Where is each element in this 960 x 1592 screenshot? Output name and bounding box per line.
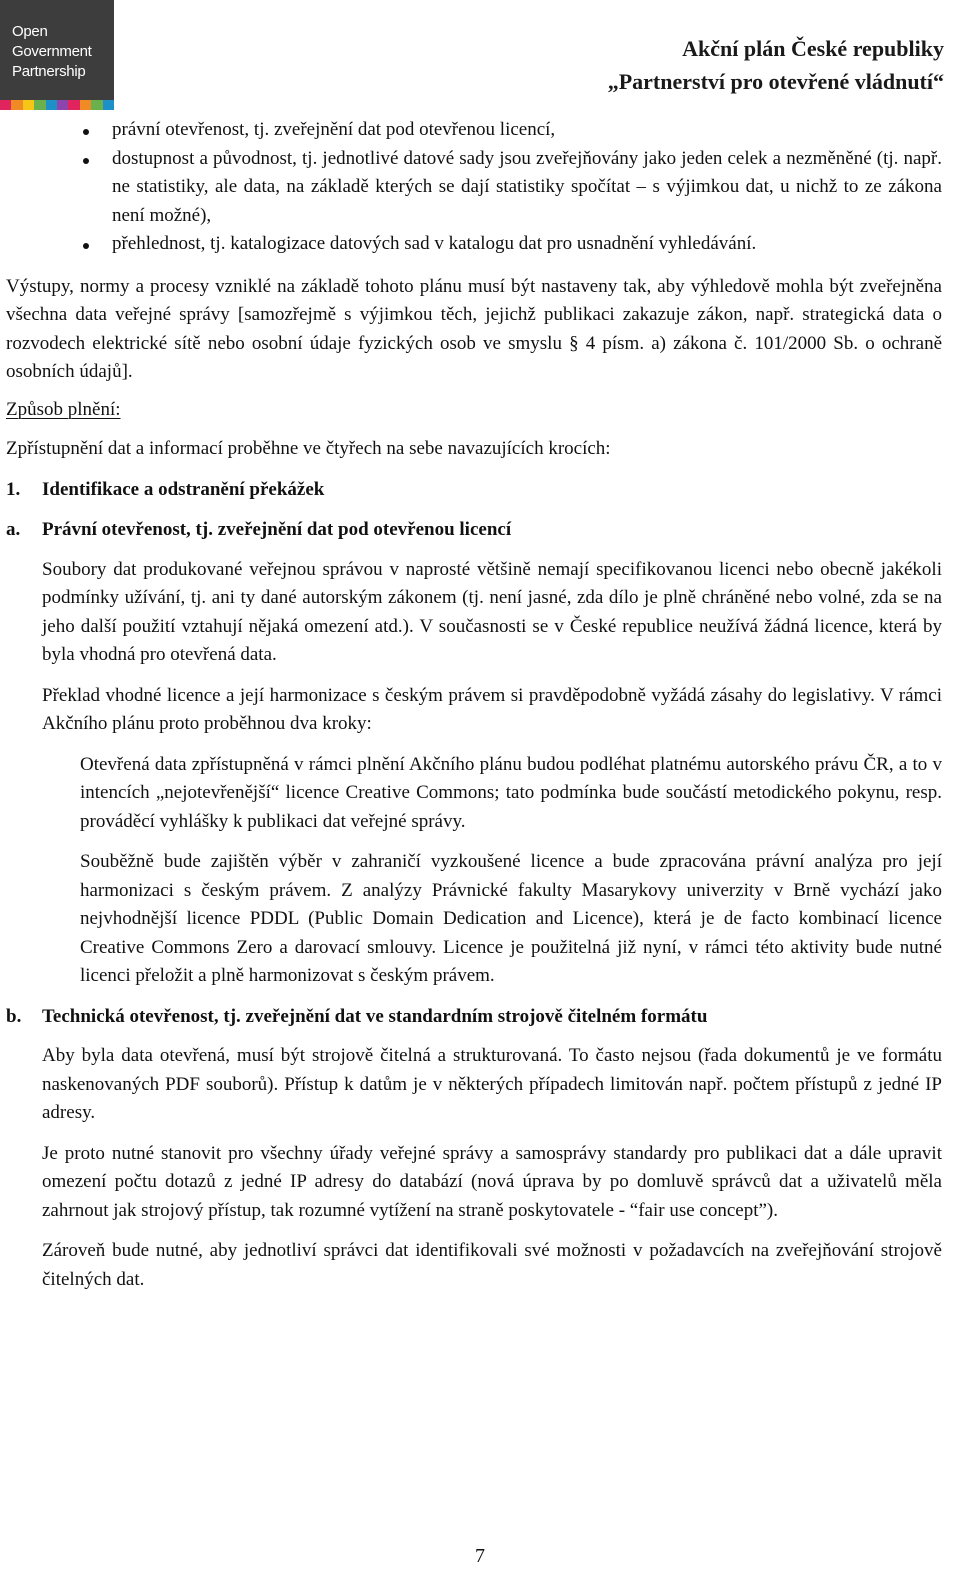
logo-line: Government [12,43,92,60]
logo-stripe [34,100,45,110]
logo-stripe [103,100,114,110]
logo-line: Open [12,23,48,40]
step-label: Právní otevřenost, tj. zveřejnění dat pod otevřenou licencí [42,519,512,540]
ogp-logo [0,0,114,110]
logo-stripe [57,100,68,110]
header-title-line1: Akční plán České republiky [682,36,944,61]
logo-stripe [80,100,91,110]
logo-text [12,22,92,82]
step-letter: b. [6,1005,22,1027]
logo-line: Partnership [12,63,86,80]
step-b-heading [6,1003,942,1032]
sub-paragraph: Souběžně bude zajištěn výběr v zahraničí vyzkoušené licence a bude zpracována právní analýza pro její harmonizaci s českým právem. Z analýzy Právnické fakulty Masarykovy univerzity v Brně vychází jako nejvhodnější licence PDDL (Public Domain Dedication and Licence), která je de facto kombinací licence Creative Commons Zero a darovací smlouvy. Licence je použitelná již nyní, v rámci této aktivity bude nutné licenci přeložit a plně harmonizovat s českým právem. [80,851,942,986]
paragraph: Překlad vhodné licence a její harmonizace s českým právem si pravděpodobně vyžádá zásahy do legislativy. V rámci Akčního plánu proto proběhnou dva kroky: [42,684,942,734]
logo-stripe [68,100,79,110]
paragraph: Zároveň bude nutné, aby jednotliví správci dat identifikovali své možnosti v požadavcích na zveřejňování strojově čitelných dat. [42,1240,942,1290]
step-1-heading [6,476,942,505]
step-a-heading [6,516,942,545]
section-heading-method: Způsob plnění: [6,398,121,420]
step-label: Identifikace a odstranění překážek [42,478,325,500]
logo-stripe [46,100,57,110]
bullet-item: dostupnost a původnost, tj. jednotlivé datové sady jsou zveřejňovány jako jeden celek a nezměněné (tj. např. ne statistiky, ale data, na základě kterých se dají statistiky spočítat – s výjimkou dat, u nichž to ze zákona není možné), [112,145,942,231]
header-title-line2: „Partnerství pro otevřené vládnutí“ [607,69,944,94]
page-number: 7 [475,1545,485,1567]
paragraph-outputs: Výstupy, normy a procesy vzniklé na základě tohoto plánu musí být nastaveny tak, aby výhledově mohla být zveřejněna všechna data veřejné správy [samozřejmě s výjimkou těch, jejichž publikaci zakazuje zákon, např. strategická data o rozvodech elektrické sítě nebo osobní údaje fyzických osob ve smyslu § 4 písm. a) zákona č. 101/2000 Sb. o ochraně osobních údajů]. [6,275,942,382]
sub-paragraph: Otevřená data zpřístupněná v rámci plnění Akčního plánu budou podléhat platnému autorského právu ČR, a to v intencích „nejotevřenější“ licence Creative Commons; tato podmínka bude součástí metodického pokynu, resp. prováděcí vyhlášky k publikaci dat veřejné správy. [80,753,942,832]
bullet-item: právní otevřenost, tj. zveřejnění dat pod otevřenou licencí, [112,116,942,145]
page-content [6,116,942,1294]
logo-stripe [91,100,102,110]
logo-stripe [23,100,34,110]
logo-stripe [0,100,11,110]
logo-color-stripes [0,100,114,110]
step-letter: a. [6,519,21,540]
header-title [608,32,944,98]
paragraph-steps: Zpřístupnění dat a informací proběhne ve čtyřech na sebe navazujících krocích: [6,438,611,459]
paragraph: Soubory dat produkované veřejnou správou v naprosté většině nemají specifikovanou licenci nebo obecně jakékoli podmínky užívání, tj. ani ty dané autorským zákonem (tj. není jasné, zda dílo je plně chráněné nebo volné, zda se na jeho další použití vztahují nějaká omezení atd.). V současnosti se v České republice neužívá žádná licence, která by byla vhodná pro otevřená data. [42,558,942,665]
paragraph: Aby byla data otevřená, musí být strojově čitelná a strukturovaná. To často nejsou (řada dokumentů je ve formátu naskenovaných PDF souborů). Přístup k datům je v některých případech limitován např. počtem přístupů z jedné IP adresy. [42,1045,942,1123]
logo-stripe [11,100,22,110]
step-number: 1. [6,478,21,500]
bullet-list [6,116,942,259]
step-label: Technická otevřenost, tj. zveřejnění dat ve standardním strojově čitelném formátu [42,1005,708,1027]
paragraph: Je proto nutné stanovit pro všechny úřady veřejné správy a samosprávy standardy pro publikaci dat a dále upravit omezení počtu dotazů z jedné IP adresy do databází (nová úprava by po domluvě správců dat a uživatelů měla zahrnout jak strojový přístup, tak rozumné vytížení na straně poskytovatele - “fair use concept”). [42,1142,942,1221]
bullet-item: přehlednost, tj. katalogizace datových sad v katalogu dat pro usnadnění vyhledávání. [112,230,942,259]
